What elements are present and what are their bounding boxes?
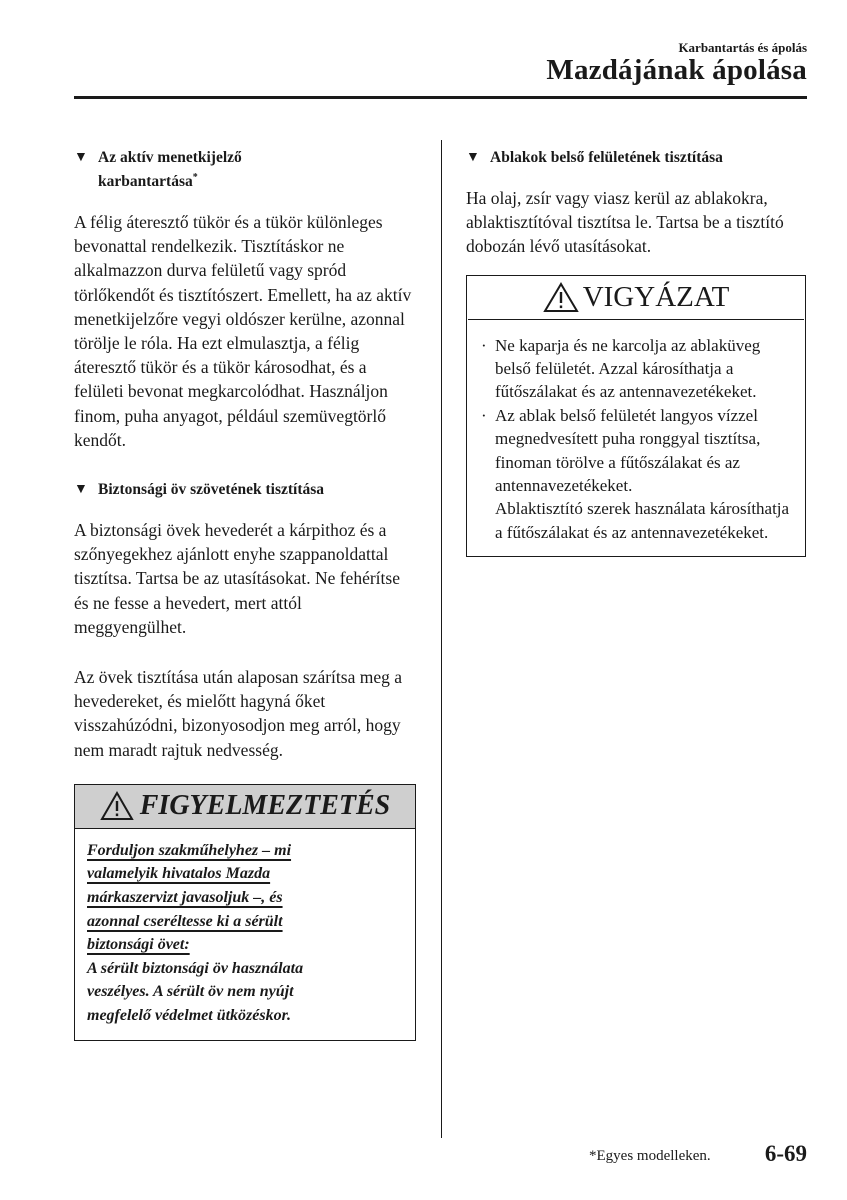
page-number: 6-69 [764,1141,807,1166]
paragraph-windows-cleaning: Ha olaj, zsír vagy viasz kerül az ablakokra, ablaktisztítóval tisztítsa le. Tartsa be a tisztító dobozán lévő utasításokat. [466,188,784,257]
caution-box [466,275,806,558]
triangle-marker-icon: ▼ [74,150,88,165]
paragraph-seatbelt-cleaning: A biztonsági övek hevederét a kárpithoz és a szőnyegekhez ajánlott enyhe szappanoldattal tisztítsa. Tartsa be az utasításokat. Ne fehérítse és ne fesse a hevedert, mert attól meggyengülhet. [74,520,400,637]
subheading-hud [74,146,416,194]
bullet-dot-icon: · [481,335,487,355]
warning-line: Forduljon szakműhelyhez – mi [87,841,292,859]
page-title: Mazdájának ápolása [546,54,807,86]
subheading-windows [466,146,806,170]
exclamation-triangle-icon [100,791,134,821]
paragraph-seatbelt-drying: Az övek tisztítása után alaposan szárítsa meg a hevedereket, és mielőtt hagyná őket visszahúzódni, bizonyosodjon meg arról, hogy nem maradt rajtuk nedvesség. [74,667,403,760]
warning-line: azonnal cseréltesse ki a sérült [87,912,283,930]
paragraph-hud-care: A félig áteresztő tükör és a tükör különleges bevonattal rendelkezik. Tisztításkor ne alkalmazzon durva felületű vagy spród törlőkendőt és tisztítószert. Emellett, ha az aktív menetkijelzőre vegyi oldószer kerülne, azonnal törölje le róla. Ha ezt elmulasztja, a félig áteresztő tükör és a tükör károsodhat, és a felületi bevonat megkarcolódhat. Használjon finom, puha anyagot, például szemüvegtörlő kendőt. [74,212,412,450]
subheading-windows-text: Ablakok belső felületének tisztítása [490,149,723,166]
left-column [74,146,416,1041]
triangle-marker-icon: ▼ [466,150,480,165]
warning-line: A sérült biztonsági öv használata [87,959,304,977]
triangle-marker-icon: ▼ [74,482,88,498]
warning-line: márkaszervizt javasoljuk –, és [87,889,283,907]
caution-title: VIGYÁZAT [582,280,730,313]
warning-header [75,785,415,829]
caution-bullet: · Az ablak belső felületét langyos vízzel megnedvesített puha ronggyal tisztítsa, finoman törölve a fűtőszálakat és az antennavezetékeket. Ablaktisztító szerek használata károsíthatja a fűtőszálakat és az antennavezetékeket. [481,404,791,544]
section-label: Karbantartás és ápolás [678,40,807,55]
title-rule [74,96,807,99]
exclamation-triangle-icon [543,282,579,313]
warning-line: megfelelő védelmet ütközéskor. [87,1007,291,1025]
bullet-dot-icon: · [481,405,487,425]
warning-title: FIGYELMEZTETÉS [139,790,391,822]
warning-line: valamelyik hivatalos Mazda [87,865,271,883]
footnote: *Egyes modelleken. [589,1148,711,1164]
warning-line: biztonsági övet: [87,936,190,954]
warning-body [75,829,415,1040]
caution-bullet: · Ne kaparja és ne karcolja az ablaküveg belső felületét. Azzal károsíthatja a fűtőszálakat és az antennavezetékeket. [481,334,791,404]
warning-line: veszélyes. A sérült öv nem nyújt [87,983,294,1001]
subheading-seatbelt [74,478,416,502]
warning-box [74,784,416,1041]
caution-body [467,320,805,557]
right-column [466,146,806,557]
footnote-mark: * [192,171,198,183]
caution-header [468,276,804,320]
column-divider [441,140,442,1138]
subheading-hud-text: Az aktív menetkijelző karbantartása* [98,149,242,190]
subheading-seatbelt-text: Biztonsági öv szövetének tisztítása [98,481,325,499]
